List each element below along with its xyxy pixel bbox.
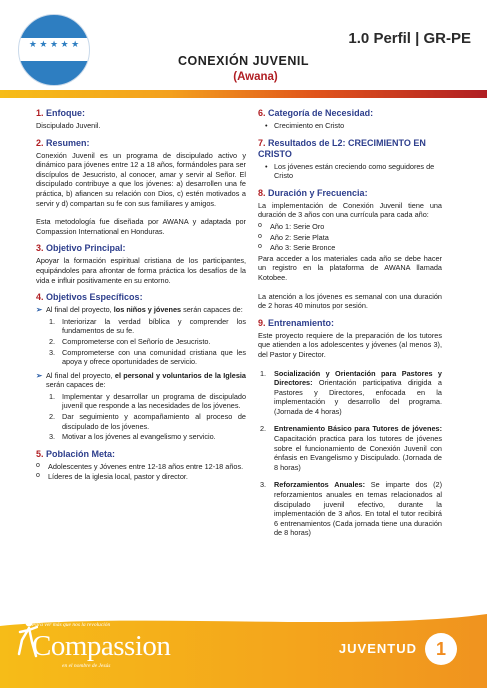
- section-poblacion-meta: [36, 449, 246, 482]
- list-item: 1. Implementar y desarrollar un programa de discipulado juvenil que responde a las necesidades de los jóvenes.: [49, 391, 246, 411]
- section-resultados: [258, 138, 442, 181]
- list-item: o Año 2: Serie Plata: [270, 233, 442, 243]
- header-gradient-bar: [0, 90, 487, 98]
- left-column: [36, 108, 246, 489]
- brand-subtitle: en el nombre de Jesús: [62, 663, 111, 669]
- section-resumen: [36, 138, 246, 237]
- section-title: 4. Objetivos Específicos:: [36, 292, 143, 303]
- section-title: 1. Enfoque:: [36, 108, 86, 118]
- list-item: o Líderes de la iglesia local, pastor y director.: [48, 472, 246, 482]
- document-subtitle: (Awana): [233, 71, 278, 83]
- resumen-paragraph: Conexión Juvenil es un programa de discipulado activo y dinámico para jóvenes entre 12 a 18 años, formándoles para ser discípulos de Jesucristo, al conocer, amar y servir al Señor. El discipulado contribuye a que los jóvenes: a) desarrollen una fe práctica, b) afiancen su relación con Dios, c) estén motivados a servir y d) compartan su fe con sus familiares y amigos.: [36, 150, 246, 208]
- resumen-paragraph: Esta metodología fue diseñada por AWANA y adaptada por Compassion International en Honduras.: [36, 217, 246, 236]
- duracion-paragraph: Para acceder a los materiales cada año se debe hacer un registro en la plataforma de AWANA llamada Kotobee.: [258, 253, 442, 282]
- entrenamiento-intro: Este proyecto requiere de la preparación de los tutores que atienden a los adolescentes y jóvenes (al menos 3), del Pastor y Director.: [258, 330, 442, 359]
- section-title: 9. Entrenamiento:: [258, 317, 335, 328]
- series-list: [258, 222, 442, 253]
- brand-logo-text: Compassion: [32, 630, 171, 662]
- list-item: 2. Entrenamiento Básico para Tutores de jóvenes: Capacitación practica para los tutores de jóvenes sobre el funcionamiento de Conexión Juvenil con énfasis en Evangelismo y Discipulado. (Jornada de 8 horas): [260, 424, 442, 472]
- objective-list: [36, 317, 246, 367]
- duracion-paragraph: La atención a los jóvenes es semanal con una duración de 2 horas 40 minutos por sesión.: [258, 291, 442, 311]
- list-item: o Año 1: Serie Oro: [270, 222, 442, 232]
- list-item: o Año 3: Serie Bronce: [270, 243, 442, 253]
- list-item: 3. Reforzamientos Anuales: Se imparte dos (2) reforzamientos anuales en temas relacionados al discipulado juvenil efectivo, durante la implementación de 3 años. En total el tutor recibirá 6 entrenamientos (Cada jornada tiene una duración de 8 horas): [260, 480, 442, 538]
- resultados-list: [258, 162, 442, 181]
- list-item: 1. Socialización y Orientación para Pastores y Directores: Orientación participativa dirigida a Pastores y Directores, enfocada en la implementación y desarrollo del programa. (Jornada de 4 horas): [260, 368, 442, 416]
- profile-code: 1.0 Perfil | GR-PE: [348, 30, 471, 47]
- list-item: 3. Comprometerse con una comunidad cristiana que les apoya y ofrece oportunidades de servicio.: [49, 347, 246, 367]
- section-objetivo-principal: [36, 243, 246, 285]
- footer-wave: [0, 610, 487, 632]
- section-title: 3. Objetivo Principal:: [36, 243, 126, 254]
- entrenamiento-list: [258, 369, 442, 539]
- objective-list: [36, 392, 246, 442]
- page-number: 1: [425, 633, 457, 665]
- list-item: • Crecimiento en Cristo: [274, 121, 442, 131]
- section-title: 7. Resultados de L2: CRECIMIENTO EN CRISTO: [258, 137, 426, 159]
- right-column: [258, 108, 442, 546]
- list-item: • Los jóvenes están creciendo como seguidores de Cristo: [274, 162, 442, 181]
- flag-stars: ★ ★ ★ ★ ★: [28, 39, 80, 49]
- section-objetivos-especificos: [36, 292, 246, 442]
- section-categoria: [258, 108, 442, 131]
- brand-tagline: Para ver más que nos la revolución: [32, 622, 111, 628]
- section-title: 5. Población Meta:: [36, 448, 116, 459]
- objective-group: ➢ Al final del proyecto, los niños y jóvenes serán capaces de:: [36, 305, 243, 315]
- list-item: 2. Comprometerse con el Señorío de Jesucristo.: [49, 336, 211, 346]
- program-label: JUVENTUD: [338, 641, 417, 656]
- objective-group: ➢ Al final del proyecto, el personal y voluntarios de la Iglesia serán capaces de:: [36, 370, 246, 390]
- list-item: o Adolescentes y Jóvenes entre 12-18 años entre 12-18 años.: [48, 462, 246, 472]
- section-title: 2. Resumen:: [36, 137, 90, 148]
- section-enfoque: [36, 108, 246, 131]
- arrow-bullet-icon: ➢: [36, 305, 43, 315]
- objetivo-principal-text: Apoyar la formación espiritual cristiana de los participantes, equipándoles para afrontar de forma práctica los desafíos de la vida e influir positivamente en su entorno.: [36, 256, 246, 285]
- arrow-bullet-icon: ➢: [36, 370, 43, 380]
- section-title: 8. Duración y Frecuencia:: [258, 187, 368, 198]
- categoria-list: [258, 121, 442, 131]
- list-item: 2. Dar seguimiento y acompañamiento al proceso de discipulado de los jóvenes.: [49, 412, 246, 431]
- poblacion-list: [36, 462, 246, 482]
- section-duracion: [258, 188, 442, 311]
- list-item: 3. Motivar a los jóvenes al evangelismo y servicio.: [49, 432, 216, 442]
- enfoque-text: Discipulado Juvenil.: [36, 121, 101, 130]
- document-title: CONEXIÓN JUVENIL: [178, 54, 309, 68]
- section-entrenamiento: [258, 318, 442, 538]
- list-item: 1. Interiorizar la verdad bíblica y comprender los fundamentos de su fe.: [49, 316, 246, 336]
- duracion-intro: La implementación de Conexión Juvenil tiene una duración de 3 años con una currícula para cada año:: [258, 200, 442, 220]
- section-title: 6. Categoría de Necesidad:: [258, 108, 374, 118]
